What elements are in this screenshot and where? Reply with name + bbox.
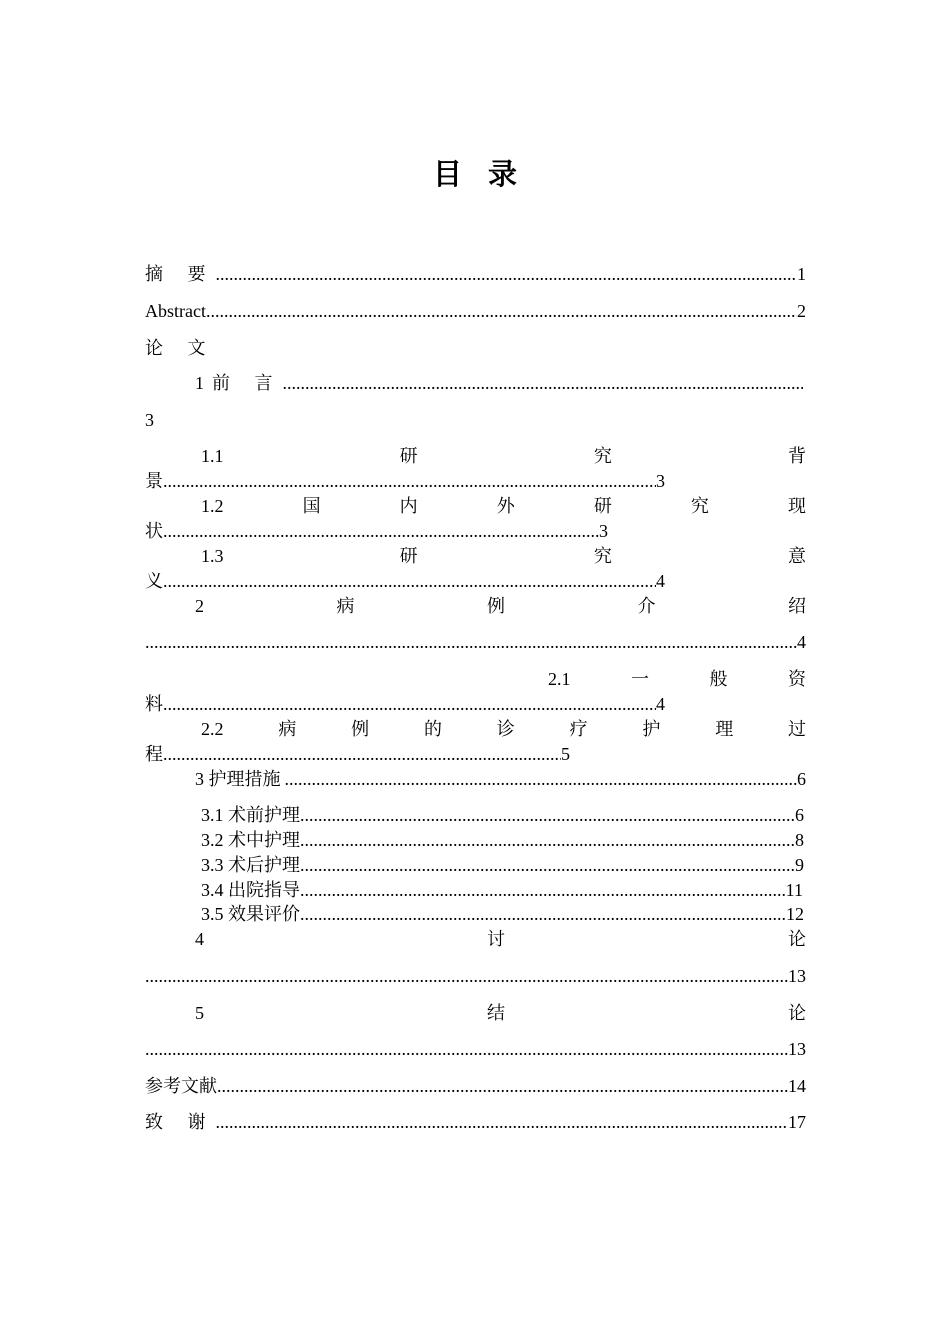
toc-leader <box>163 469 656 493</box>
toc-page-number: 11 <box>785 880 803 900</box>
toc-entry-abstract-cn[interactable] <box>145 262 806 286</box>
toc-leader <box>163 569 656 593</box>
toc-page-number: 13 <box>788 1039 806 1059</box>
toc-leader <box>300 828 795 852</box>
toc-entry-s2-cont[interactable] <box>145 630 806 654</box>
toc-page-number: 4 <box>656 571 665 591</box>
toc-label-part: 意 <box>787 546 806 566</box>
toc-label: 致 谢 <box>145 1112 216 1132</box>
toc-leader <box>300 878 786 902</box>
toc-page-number: 8 <box>795 830 804 850</box>
toc-page-number: 5 <box>561 744 570 764</box>
toc-label: 3.5 效果评价 <box>201 904 300 924</box>
toc-leader <box>216 262 798 286</box>
toc-label-part: 究 <box>690 496 709 516</box>
toc-label-part: 2.1 <box>548 669 571 689</box>
toc-label-part: 研 <box>593 496 612 516</box>
toc-label-part: 内 <box>399 496 418 516</box>
toc-page-number: 3 <box>656 471 665 491</box>
toc-label-part: 研 <box>399 546 418 566</box>
toc-label-part: 的 <box>423 719 442 739</box>
toc-label-part: 外 <box>496 496 515 516</box>
toc-page-number: 13 <box>788 966 806 986</box>
toc-page-number: 3 <box>145 410 154 430</box>
toc-label-part: 研 <box>399 446 418 466</box>
toc-label-part: 介 <box>637 596 656 616</box>
page-title: 目录 <box>432 157 543 191</box>
toc-page-number: 3 <box>599 521 608 541</box>
toc-label-part: 例 <box>487 596 505 616</box>
toc-entry-s3-2[interactable] <box>201 828 804 852</box>
toc-label-part: 1.3 <box>201 546 224 566</box>
toc-entry-s1-3[interactable] <box>201 544 806 568</box>
toc-entry-s3-4[interactable] <box>201 878 803 902</box>
toc-leader <box>300 853 795 877</box>
toc-label: 论 文 <box>145 338 216 358</box>
toc-entry-s1-3-cont[interactable] <box>145 569 665 593</box>
toc-label: 3.4 出院指导 <box>201 880 300 900</box>
toc-page-number: 1 <box>797 264 806 284</box>
toc-leader <box>163 519 599 543</box>
toc-label-part: 般 <box>709 669 728 689</box>
toc-entry-s3-5[interactable] <box>201 902 804 926</box>
toc-label-part: 论 <box>788 929 806 949</box>
toc-leader <box>283 371 804 395</box>
toc-leader <box>300 803 795 827</box>
toc-label: 3.1 术前护理 <box>201 805 300 825</box>
toc-label: 参考文献 <box>145 1076 217 1096</box>
toc-label-part: 资 <box>788 669 806 689</box>
toc-label-part: 5 <box>195 1003 204 1023</box>
toc-label: 3.3 术后护理 <box>201 855 300 875</box>
toc-label-part: 病 <box>336 596 355 616</box>
toc-label-part: 一 <box>631 669 649 689</box>
toc-label-part: 结 <box>487 1003 505 1023</box>
toc-page-number: 4 <box>656 694 665 714</box>
toc-label-part: 病 <box>278 719 297 739</box>
toc-label-part: 程 <box>145 744 163 764</box>
toc-entry-s2-2[interactable] <box>201 717 806 741</box>
toc-label-part: 背 <box>787 446 806 466</box>
toc-label-part: 2.2 <box>201 719 224 739</box>
toc-label-part: 究 <box>593 546 612 566</box>
toc-page-number: 14 <box>788 1076 806 1096</box>
toc-label-part: 例 <box>351 719 370 739</box>
toc-entry-s1-1-cont[interactable] <box>145 469 665 493</box>
toc-label-part: 究 <box>593 446 612 466</box>
toc-label-part: 义 <box>145 571 163 591</box>
toc-entry-s2-1-cont[interactable] <box>145 692 665 716</box>
toc-label-part: 景 <box>145 471 163 491</box>
toc-number: 1 <box>195 373 204 393</box>
toc-label-part: 现 <box>787 496 806 516</box>
toc-label-part: 护 <box>642 719 661 739</box>
toc-leader <box>285 767 798 791</box>
toc-label-part: 2 <box>195 596 204 616</box>
toc-leader <box>163 692 656 716</box>
toc-label-part: 讨 <box>487 929 505 949</box>
toc-entry-thanks[interactable] <box>145 1110 806 1134</box>
toc-label: 3 护理措施 <box>195 769 281 789</box>
toc-label: 前 言 <box>212 373 283 393</box>
toc-entry-s3[interactable] <box>195 767 806 791</box>
toc-entry-s4-cont[interactable] <box>145 964 806 988</box>
toc-leader <box>300 902 786 926</box>
toc-entry-s2-1[interactable] <box>548 667 806 691</box>
toc-entry-s2-2-cont[interactable] <box>145 742 570 766</box>
toc-page-number: 6 <box>795 805 804 825</box>
toc-entry-s1[interactable] <box>195 371 803 395</box>
toc-leader <box>163 742 561 766</box>
toc-entry-s3-3[interactable] <box>201 853 804 877</box>
toc-entry-s1-2[interactable] <box>201 494 806 518</box>
toc-label-part: 4 <box>195 929 204 949</box>
toc-leader <box>145 964 788 988</box>
toc-page-number: 9 <box>795 855 804 875</box>
toc-entry-s5[interactable] <box>195 1001 806 1025</box>
toc-entry-s2[interactable] <box>195 594 806 618</box>
toc-label-part: 绍 <box>788 596 806 616</box>
toc-page-number: 4 <box>797 632 806 652</box>
toc-label: Abstract <box>145 301 206 321</box>
toc-label-part: 诊 <box>496 719 515 739</box>
toc-label-part: 理 <box>715 719 734 739</box>
toc-label: 3.2 术中护理 <box>201 830 300 850</box>
toc-page-number: 6 <box>797 769 806 789</box>
toc-leader <box>217 1074 788 1098</box>
toc-leader <box>145 1037 788 1061</box>
toc-entry-references[interactable] <box>145 1074 806 1098</box>
toc-entry-s4[interactable] <box>195 927 806 951</box>
toc-page-number: 2 <box>797 301 806 321</box>
toc-page-number: 17 <box>788 1112 806 1132</box>
toc-leader <box>145 630 797 654</box>
toc-entry-s1-1[interactable] <box>201 444 806 468</box>
toc-label-part: 状 <box>145 521 163 541</box>
toc-label-part: 论 <box>788 1003 806 1023</box>
toc-label-part: 过 <box>788 719 806 739</box>
toc-entry-s5-cont[interactable] <box>145 1037 806 1061</box>
toc-entry-s3-1[interactable] <box>201 803 804 827</box>
toc-leader <box>216 1110 789 1134</box>
toc-label-part: 国 <box>302 496 321 516</box>
toc-page-number: 12 <box>786 904 804 924</box>
toc-entry-s1-2-cont[interactable] <box>145 519 608 543</box>
toc-entry-thesis[interactable] <box>145 336 806 360</box>
toc-label-part: 1.1 <box>201 446 224 466</box>
toc-label-part: 1.2 <box>201 496 224 516</box>
toc-label-part: 料 <box>145 694 163 714</box>
toc-entry-abstract-en[interactable] <box>145 299 806 323</box>
toc-label: 摘 要 <box>145 264 216 284</box>
toc-leader <box>206 299 797 323</box>
toc-label-part: 疗 <box>569 719 588 739</box>
